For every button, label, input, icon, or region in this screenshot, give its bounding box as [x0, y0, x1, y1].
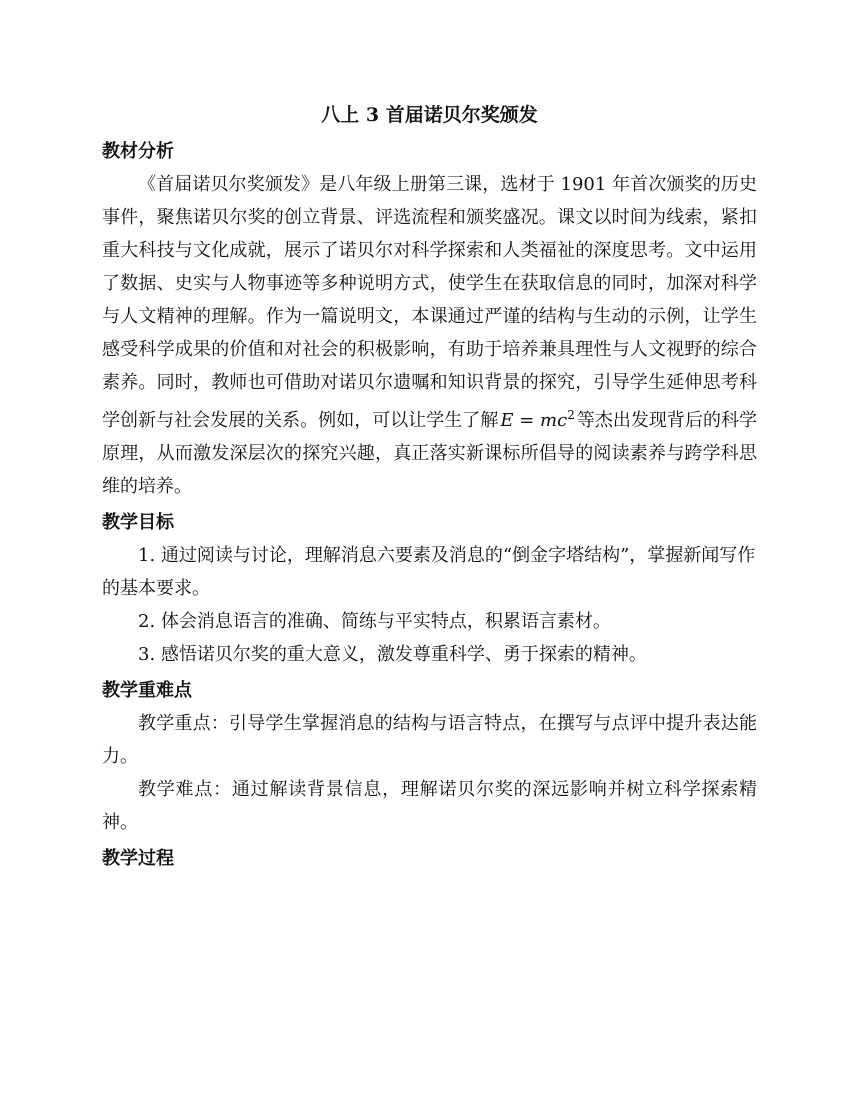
- section-heading-keypoints: 教学重难点: [102, 680, 192, 701]
- equation-main: E = mc: [500, 410, 568, 431]
- analysis-text-before-equation: 《首届诺贝尔奖颁发》是八年级上册第三课，选材于 1901 年首次颁奖的历史事件，聚焦诺贝尔奖的创立背景、评选流程和颁奖盛况。课文以时间为线索，紧扣重大科技与文化成就，展示了诺贝尔对科学探索和人类福祉的深度思考。文中运用了数据、史实与人物事迹等多种说明方式，使学生在获取信息的同时，加深对科学与人文精神的理解。作为一篇说明文，本课通过严谨的结构与生动的示例，让学生感受科学成果的价值和对社会的积极影响，有助于培养兼具理性与人文视野的综合素养。同时，教师也可借助对诺贝尔遗嘱和知识背景的探究，引导学生延伸思考科学创新与社会发展的关系。例如，可以让学生了解: [102, 174, 757, 431]
- keypoint-focus: 教学重点：引导学生掌握消息的结构与语言特点，在撰写与点评中提升表达能力。: [102, 713, 757, 767]
- section-heading-analysis: 教材分析: [102, 141, 174, 162]
- document-body: [102, 100, 757, 875]
- keypoint-difficulty: 教学难点：通过解读背景信息，理解诺贝尔奖的深远影响并树立科学探索精神。: [102, 779, 757, 833]
- analysis-paragraph: [102, 168, 757, 503]
- goal-item-2: 2. 体会消息语言的准确、简练与平实特点，积累语言素材。: [138, 611, 611, 632]
- analysis-text-after-equation: 等杰出发现背后的科学原理，从而激发深层次的探究兴趣，真正落实新课标所倡导的阅读素养与跨学科思维的培养。: [102, 410, 757, 497]
- document-title: 八上 3 首届诺贝尔奖颁发: [321, 104, 538, 126]
- equation-exponent: 2: [567, 408, 575, 422]
- goal-item-1: 1. 通过阅读与讨论，理解消息六要素及消息的“倒金字塔结构”，掌握新闻写作的基本要求。: [102, 545, 756, 599]
- section-heading-process: 教学过程: [102, 848, 174, 869]
- section-heading-goals: 教学目标: [102, 512, 174, 533]
- equation: [500, 410, 575, 431]
- goal-item-3: 3. 感悟诺贝尔奖的重大意义，激发尊重科学、勇于探索的精神。: [138, 644, 647, 665]
